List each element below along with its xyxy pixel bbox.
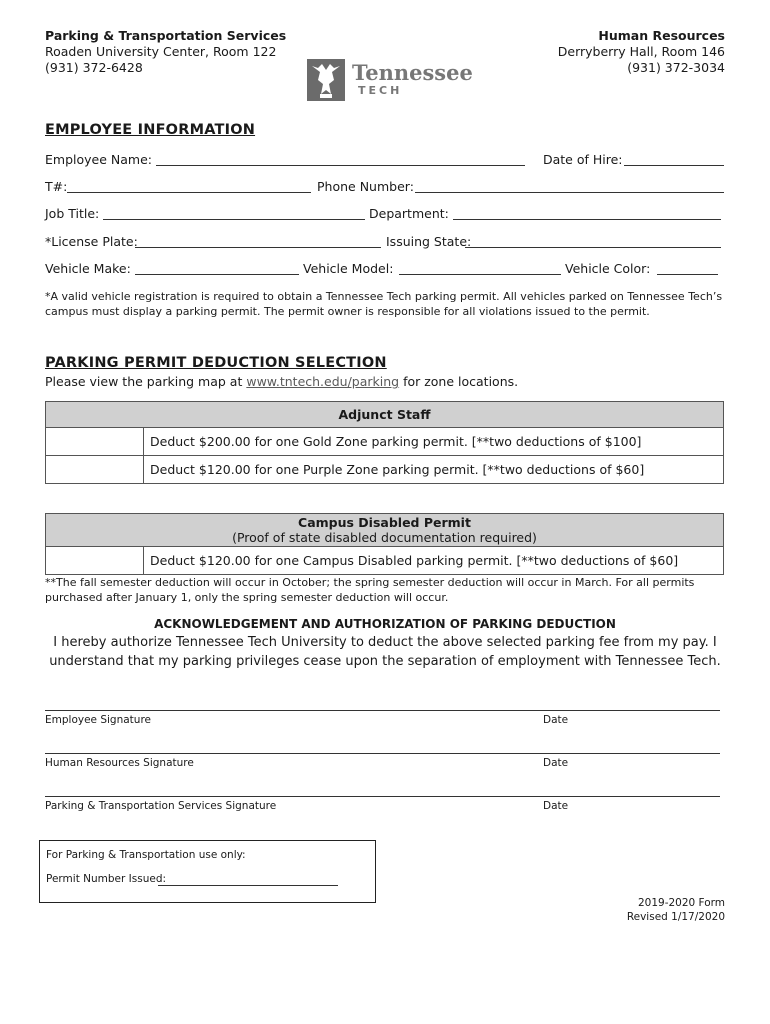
form-revised: Revised 1/17/2020 xyxy=(626,911,725,923)
disabled-permit-subheading: (Proof of state disabled documentation required) xyxy=(232,530,537,545)
pts-signature-label: Parking & Transportation Services Signature xyxy=(45,800,277,812)
vehicle-make-field[interactable] xyxy=(135,274,299,275)
row-plate-state xyxy=(45,234,725,250)
pts-signature-line[interactable] xyxy=(45,796,720,797)
disabled-permit-heading: Campus Disabled Permit xyxy=(298,515,471,530)
deduction-footnote xyxy=(45,575,735,605)
parking-map-line xyxy=(45,374,518,389)
deduction-footnote-line2: purchased after January 1, only the spring semester deduction will occur. xyxy=(45,591,449,604)
office-use-title: For Parking & Transportation use only: xyxy=(46,849,246,861)
hr-signature-date-label: Date xyxy=(543,757,569,769)
vehicle-make-label: Vehicle Make: xyxy=(45,261,131,276)
issuing-state-field[interactable] xyxy=(465,247,721,248)
adjunct-staff-heading: Adjunct Staff xyxy=(46,402,724,428)
date-of-hire-label: Date of Hire: xyxy=(543,152,623,167)
header-left xyxy=(45,28,286,76)
parking-selection-title: PARKING PERMIT DEDUCTION SELECTION xyxy=(45,355,387,371)
eagle-logo-icon xyxy=(306,58,346,102)
license-plate-field[interactable] xyxy=(135,247,381,248)
hr-location: Derryberry Hall, Room 146 xyxy=(557,44,725,59)
row-name-hire xyxy=(45,152,725,168)
job-title-field[interactable] xyxy=(103,219,365,220)
phone-number-label: Phone Number: xyxy=(317,179,414,194)
logo-name: Tennessee xyxy=(352,60,473,85)
department-field[interactable] xyxy=(453,219,721,220)
employee-name-label: Employee Name: xyxy=(45,152,152,167)
acknowledgement-text xyxy=(45,633,725,671)
permit-number-label: Permit Number Issued: xyxy=(46,873,167,885)
t-number-label: T#: xyxy=(45,179,68,194)
vehicle-color-field[interactable] xyxy=(657,274,718,275)
pts-signature-date-label: Date xyxy=(543,800,569,812)
employee-signature-date-label: Date xyxy=(543,714,569,726)
acknowledgement-line1: I hereby authorize Tennessee Tech University to deduct the above selected parking fee from my pay. I xyxy=(53,635,717,650)
hr-phone: (931) 372-3034 xyxy=(627,60,725,75)
parking-phone: (931) 372-6428 xyxy=(45,60,143,75)
phone-number-field[interactable] xyxy=(415,192,724,193)
disabled-permit-row xyxy=(46,547,724,575)
parking-location: Roaden University Center, Room 122 xyxy=(45,44,277,59)
vehicle-model-label: Vehicle Model: xyxy=(303,261,394,276)
license-plate-label: *License Plate: xyxy=(45,234,138,249)
gold-zone-row xyxy=(46,428,724,456)
hr-signature-label: Human Resources Signature xyxy=(45,757,194,769)
gold-zone-option: Deduct $200.00 for one Gold Zone parking permit. [**two deductions of $100] xyxy=(144,428,724,456)
parking-dept-name: Parking & Transportation Services xyxy=(45,28,287,43)
t-number-field[interactable] xyxy=(67,192,311,193)
acknowledgement-title: ACKNOWLEDGEMENT AND AUTHORIZATION OF PARKING DEDUCTION xyxy=(154,617,616,631)
registration-note xyxy=(45,289,735,319)
adjunct-staff-table xyxy=(45,401,724,484)
hr-signature-line[interactable] xyxy=(45,753,720,754)
row-vehicle xyxy=(45,261,725,277)
header-right xyxy=(558,28,725,76)
office-use-box xyxy=(39,840,376,903)
job-title-label: Job Title: xyxy=(45,206,100,221)
row-job-dept xyxy=(45,206,725,222)
purple-zone-row xyxy=(46,456,724,484)
employee-name-field[interactable] xyxy=(156,165,525,166)
tennessee-tech-logo xyxy=(306,58,471,102)
vehicle-model-field[interactable] xyxy=(399,274,561,275)
purple-zone-option: Deduct $120.00 for one Purple Zone parking permit. [**two deductions of $60] xyxy=(144,456,724,484)
hr-dept-name: Human Resources xyxy=(598,28,725,43)
department-label: Department: xyxy=(369,206,449,221)
disabled-permit-table xyxy=(45,513,724,575)
deduction-footnote-line1: **The fall semester deduction will occur in October; the spring semester deduction will occur in March. For all permits xyxy=(45,576,695,589)
issuing-state-label: Issuing State: xyxy=(386,234,472,249)
acknowledgement-line2: understand that my parking privileges cease upon the separation of employment with Tennessee Tech. xyxy=(49,654,721,669)
disabled-permit-heading-cell xyxy=(46,514,724,547)
registration-note-line1: *A valid vehicle registration is required to obtain a Tennessee Tech parking permit. All vehicles parked on Tennessee Tech’s xyxy=(45,290,723,303)
purple-zone-checkbox[interactable] xyxy=(46,456,144,484)
date-of-hire-field[interactable] xyxy=(624,165,724,166)
row-t-phone xyxy=(45,179,725,195)
employee-info-title: EMPLOYEE INFORMATION xyxy=(45,122,256,138)
parking-map-prefix: Please view the parking map at xyxy=(45,374,247,389)
disabled-permit-option: Deduct $120.00 for one Campus Disabled parking permit. [**two deductions of $60] xyxy=(144,547,724,575)
form-year: 2019-2020 Form xyxy=(637,897,725,909)
parking-map-suffix: for zone locations. xyxy=(399,374,519,389)
permit-number-field[interactable] xyxy=(158,885,338,886)
disabled-permit-checkbox[interactable] xyxy=(46,547,144,575)
form-footer xyxy=(627,896,725,924)
employee-signature-label: Employee Signature xyxy=(45,714,151,726)
registration-note-line2: campus must display a parking permit. The permit owner is responsible for all violations issued to the permit. xyxy=(45,305,650,318)
employee-signature-line[interactable] xyxy=(45,710,720,711)
vehicle-color-label: Vehicle Color: xyxy=(565,261,651,276)
parking-map-link[interactable]: www.tntech.edu/parking xyxy=(246,374,400,389)
logo-sub: TECH xyxy=(358,84,403,97)
gold-zone-checkbox[interactable] xyxy=(46,428,144,456)
